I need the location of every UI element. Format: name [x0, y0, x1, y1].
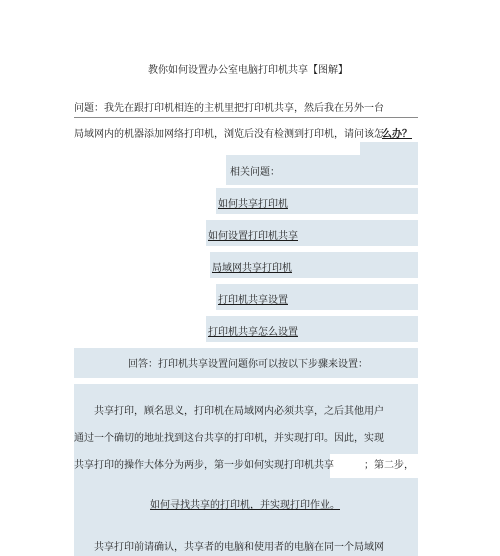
question-line-2: 局域网内的机器添加网络打印机，浏览后没有检测到打印机，请问该怎 — [74, 129, 384, 140]
answer-intro: 回答：打印机共享设置问题你可以按以下步骤来设置： — [128, 359, 368, 370]
body-line-1: 共享打印，顾名思义，打印机在局域网内必须共享，之后其他用户 — [94, 406, 384, 417]
body-line-4: 如何寻找共享的打印机，并实现打印作业。 — [150, 500, 340, 511]
body-line-5: 共享打印前请确认，共享者的电脑和使用者的电脑在同一个局域网 — [94, 542, 384, 553]
document-title: 教你如何设置办公室电脑打印机共享【图解】 — [148, 65, 348, 76]
body-line-2: 通过一个确切的地址找到这台共享的打印机，并实现打印。因此，实现 — [74, 433, 384, 444]
related-heading: 相关问题： — [230, 167, 280, 178]
body-line-3-end: ；第二步， — [364, 460, 414, 471]
question-line-1: 问题：我先在跟打印机相连的主机里把打印机共享，然后我在另外一台 — [74, 103, 384, 114]
question-end: 么办？ — [382, 129, 412, 140]
divider — [74, 117, 418, 118]
related-link-1[interactable]: 如何共享打印机 — [218, 199, 288, 210]
body-line-3: 共享打印的操作大体分为两步，第一步如何实现打印机共享 — [74, 460, 334, 471]
related-link-5[interactable]: 打印机共享怎么设置 — [208, 327, 298, 338]
related-link-4[interactable]: 打印机共享设置 — [218, 295, 288, 306]
related-link-3[interactable]: 局域网共享打印机 — [212, 263, 292, 274]
related-link-2[interactable]: 如何设置打印机共享 — [208, 231, 298, 242]
